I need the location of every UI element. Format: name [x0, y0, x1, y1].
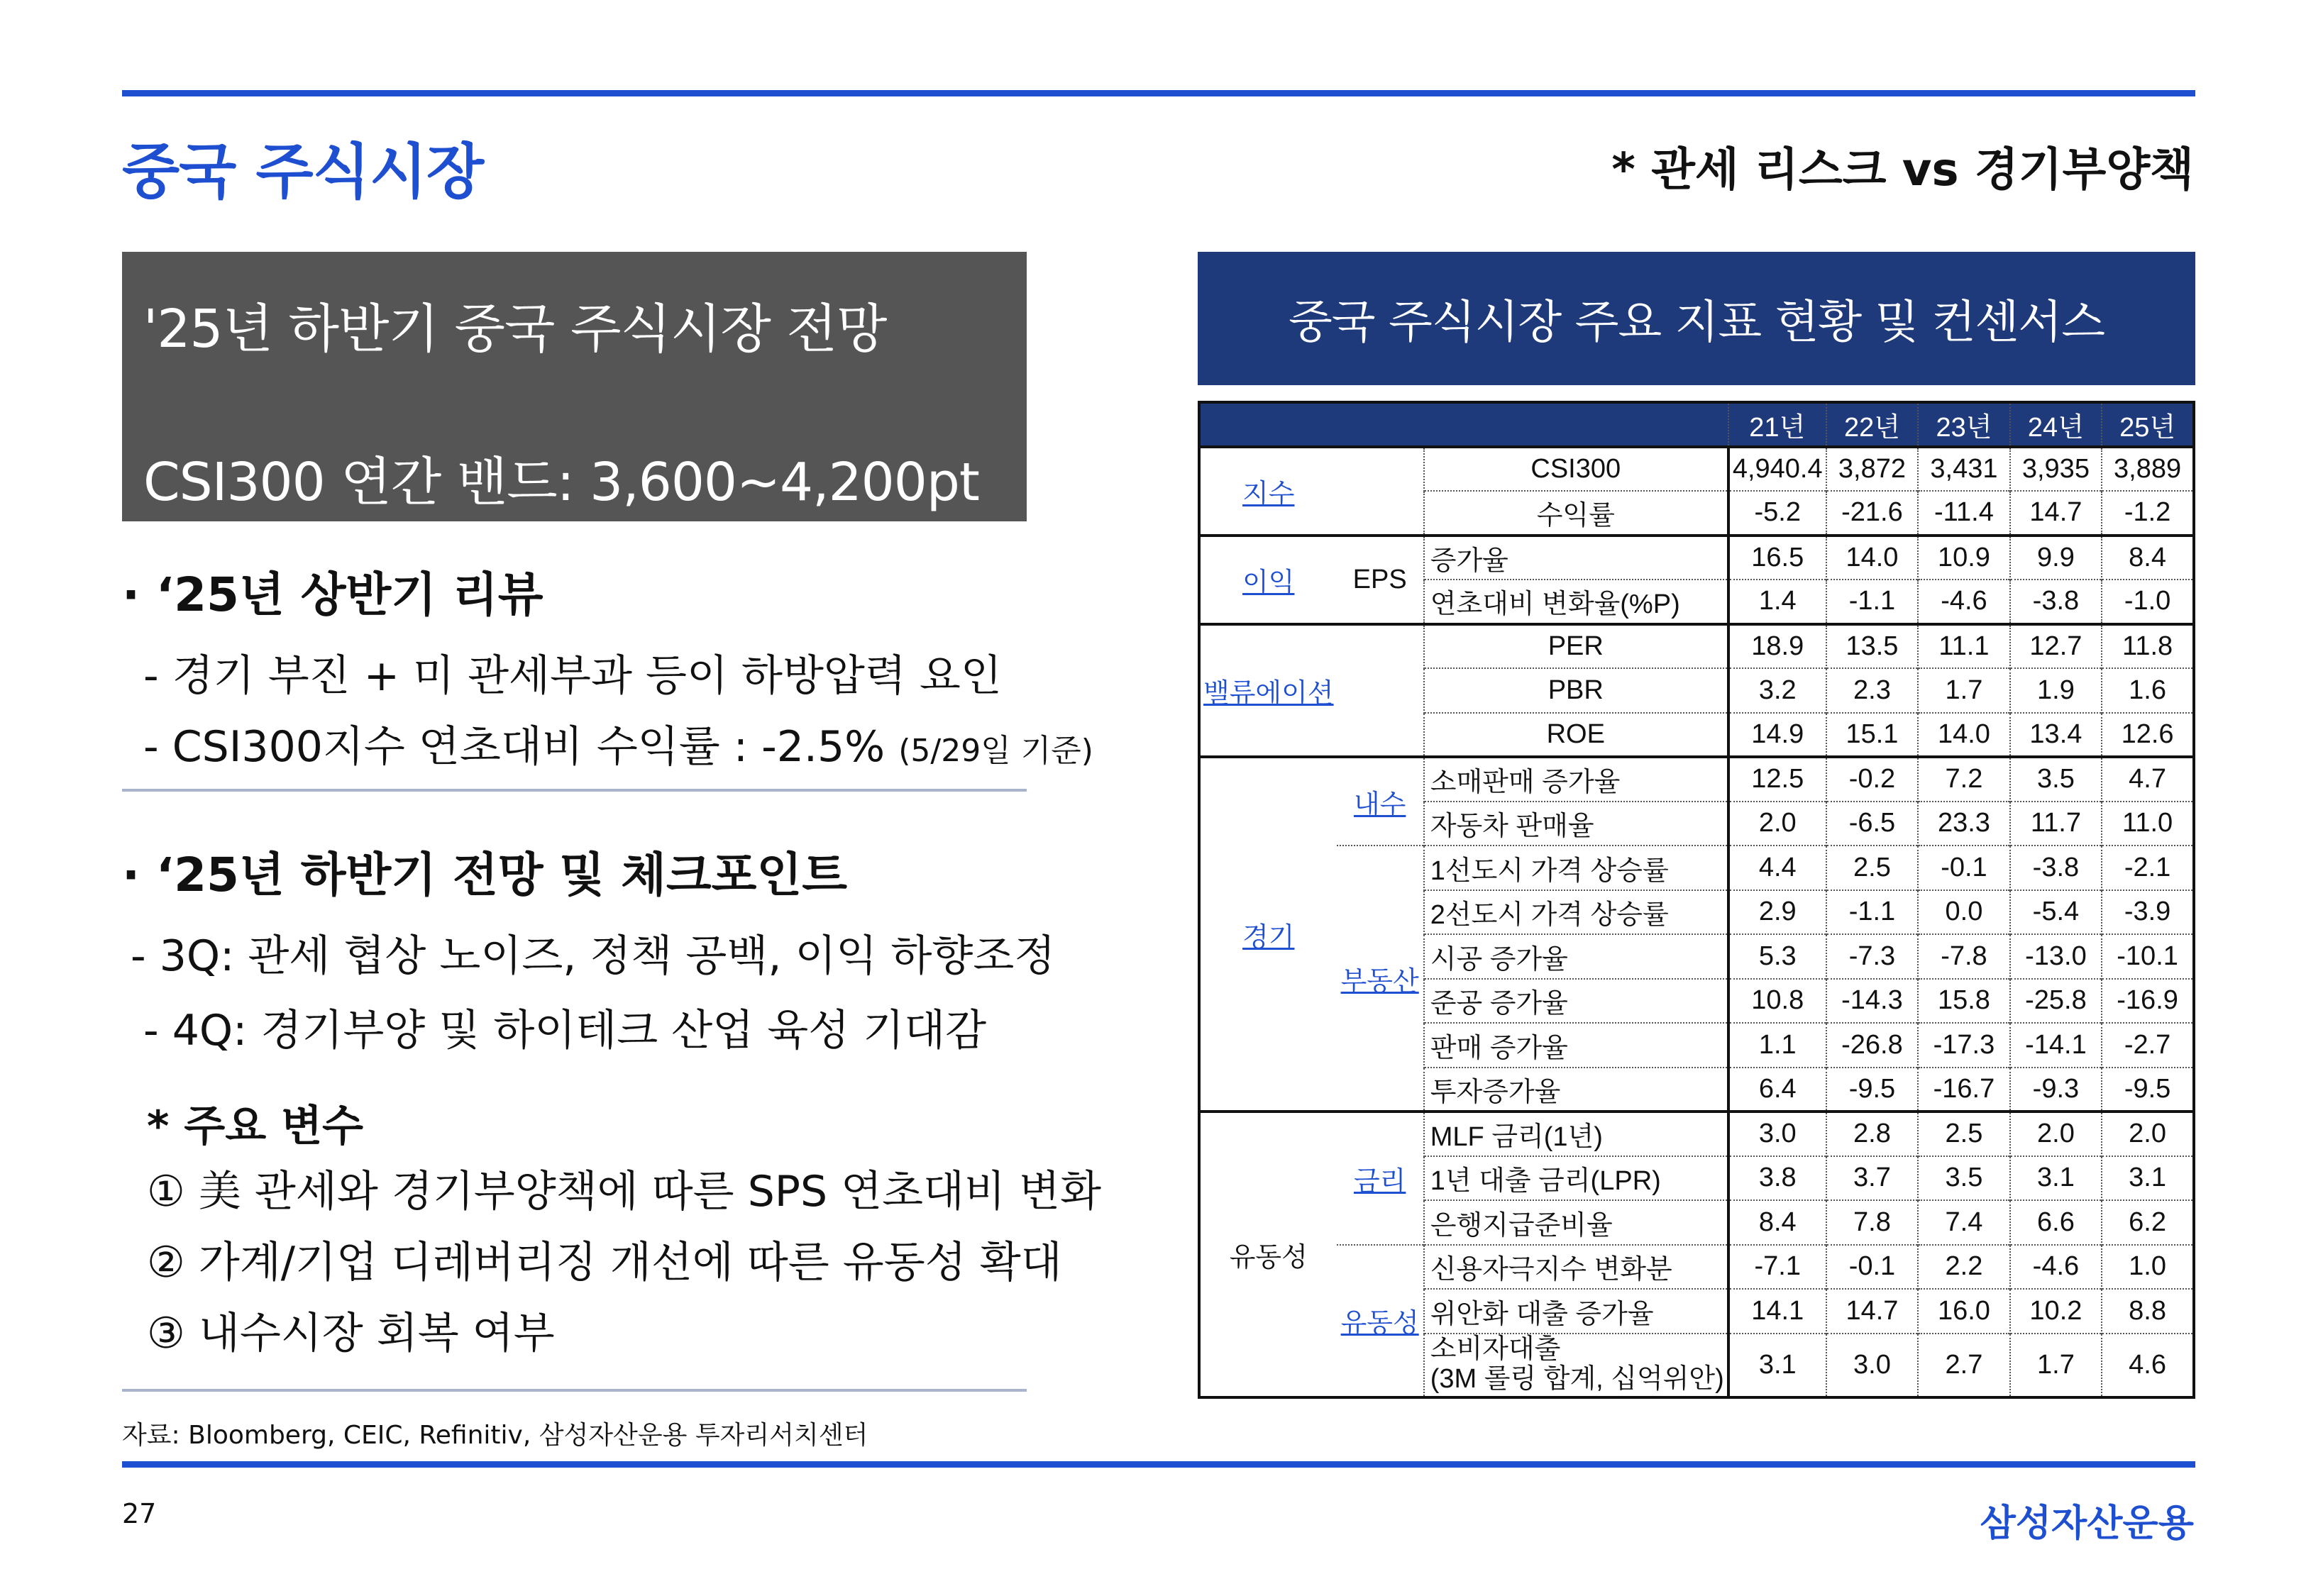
value-cell: 18.9: [1728, 624, 1826, 669]
value-cell: 14.7: [2010, 491, 2102, 536]
review-line-1: [122, 642, 1027, 703]
value-cell: 8.8: [2102, 1289, 2194, 1334]
category-label[interactable]: 이익: [1242, 567, 1295, 598]
category-label[interactable]: 밸류에이션: [1203, 678, 1334, 709]
subcategory-label: EPS: [1352, 564, 1407, 594]
forecast-line-2: [122, 997, 1027, 1058]
row-label: PBR: [1424, 668, 1728, 713]
value-cell: 1.7: [2010, 1334, 2102, 1397]
year-header: 24년: [2010, 402, 2102, 447]
value-cell: -2.1: [2102, 846, 2194, 890]
value-cell: -1.2: [2102, 491, 2194, 536]
row-label: MLF 금리(1년): [1424, 1112, 1728, 1156]
row-label: 시공 증가율: [1424, 934, 1728, 979]
subcategory-realestate[interactable]: [1337, 846, 1424, 1112]
value-cell: -16.7: [1918, 1068, 2009, 1112]
variable-2: [122, 1229, 1062, 1290]
row-label: 연초대비 변화율(%P): [1424, 580, 1728, 624]
value-cell: 3.0: [1826, 1334, 1918, 1397]
row-label: 1선도시 가격 상승률: [1424, 846, 1728, 890]
value-cell: 14.0: [1826, 536, 1918, 580]
outlook-box: [122, 252, 1027, 521]
value-cell: 3,935: [2010, 447, 2102, 492]
variable-3: [122, 1299, 1027, 1361]
variables-heading-text: * 주요 변수: [147, 1102, 363, 1151]
value-cell: 14.0: [1918, 713, 2009, 758]
value-cell: 2.5: [1826, 846, 1918, 890]
outlook-band: CSI300 연간 밴드: 3,600~4,200pt: [143, 452, 979, 513]
indicator-table: [1198, 401, 2195, 1399]
value-cell: -1.1: [1826, 890, 1918, 935]
review-line-1-text: - 경기 부진 + 미 관세부과 등이 하방압력 요인: [143, 651, 1002, 701]
value-cell: 1.0: [2102, 1245, 2194, 1290]
category-index[interactable]: [1199, 447, 1337, 536]
value-cell: 2.0: [2102, 1112, 2194, 1156]
value-cell: 10.8: [1728, 979, 1826, 1024]
row-label: [1424, 1334, 1728, 1397]
row-label: 2선도시 가격 상승률: [1424, 890, 1728, 935]
row-label: ROE: [1424, 713, 1728, 758]
value-cell: 5.3: [1728, 934, 1826, 979]
value-cell: 1.6: [2102, 668, 2194, 713]
row-label: 판매 증가율: [1424, 1023, 1728, 1068]
category-economy[interactable]: [1199, 757, 1337, 1112]
value-cell: 1.1: [1728, 1023, 1826, 1068]
value-cell: 2.5: [1918, 1112, 2009, 1156]
value-cell: 3,889: [2102, 447, 2194, 492]
category-label[interactable]: 경기: [1242, 922, 1295, 953]
subcategory-label[interactable]: 내수: [1353, 789, 1406, 820]
row-label: 위안화 대출 증가율: [1424, 1289, 1728, 1334]
category-earnings[interactable]: [1199, 536, 1337, 624]
value-cell: 12.6: [2102, 713, 2194, 758]
value-cell: 3.7: [1826, 1156, 1918, 1201]
value-cell: 14.1: [1728, 1289, 1826, 1334]
value-cell: -21.6: [1826, 491, 1918, 536]
value-cell: 8.4: [1728, 1200, 1826, 1245]
value-cell: -16.9: [2102, 979, 2194, 1024]
subcategory-label[interactable]: 금리: [1353, 1166, 1406, 1197]
source-note: 자료: Bloomberg, CEIC, Refinitiv, 삼성자산운용 투자리서치센터: [122, 1421, 868, 1450]
row-label-line-2: (3M 롤링 합계, 십억위안): [1430, 1364, 1724, 1394]
value-cell: 3,872: [1826, 447, 1918, 492]
value-cell: 12.5: [1728, 757, 1826, 802]
value-cell: 2.0: [2010, 1112, 2102, 1156]
value-cell: 14.9: [1728, 713, 1826, 758]
forecast-heading: [122, 837, 1027, 904]
page-number: 27: [122, 1498, 157, 1529]
value-cell: -3.8: [2010, 580, 2102, 624]
table-title: 중국 주식시장 주요 지표 현황 및 컨센서스: [1198, 252, 2195, 385]
value-cell: 2.0: [1728, 802, 1826, 846]
category-valuation[interactable]: [1199, 624, 1337, 758]
subcategory-blank: [1337, 447, 1424, 536]
value-cell: 3.2: [1728, 668, 1826, 713]
category-liquidity: [1199, 1112, 1337, 1397]
value-cell: 9.9: [2010, 536, 2102, 580]
row-label: 증가율: [1424, 536, 1728, 580]
forecast-line-2-text: - 4Q: 경기부양 및 하이테크 산업 육성 기대감: [143, 1006, 987, 1055]
value-cell: 14.7: [1826, 1289, 1918, 1334]
row-label-line-1: 소비자대출: [1430, 1334, 1561, 1365]
value-cell: 11.7: [2010, 802, 2102, 846]
value-cell: 4.7: [2102, 757, 2194, 802]
table-row: [1199, 624, 2194, 669]
value-cell: 6.4: [1728, 1068, 1826, 1112]
row-label: PER: [1424, 624, 1728, 669]
top-rule: [122, 90, 2195, 96]
subcategory-liq_sub[interactable]: [1337, 1245, 1424, 1397]
value-cell: -0.2: [1826, 757, 1918, 802]
value-cell: 2.3: [1826, 668, 1918, 713]
value-cell: 7.8: [1826, 1200, 1918, 1245]
value-cell: -5.2: [1728, 491, 1826, 536]
value-cell: -0.1: [1826, 1245, 1918, 1290]
value-cell: 1.7: [1918, 668, 2009, 713]
value-cell: 1.9: [2010, 668, 2102, 713]
brand-logo-text: 삼성자산운용: [1980, 1502, 2194, 1545]
value-cell: 15.1: [1826, 713, 1918, 758]
separator-1: [122, 789, 1027, 792]
row-label: 소매판매 증가율: [1424, 757, 1728, 802]
page-subtitle: * 관세 리스크 vs 경기부양책: [1611, 144, 2194, 196]
table-row: [1199, 1112, 2194, 1156]
value-cell: 2.8: [1826, 1112, 1918, 1156]
value-cell: 6.2: [2102, 1200, 2194, 1245]
value-cell: -13.0: [2010, 934, 2102, 979]
value-cell: 2.9: [1728, 890, 1826, 935]
variable-3-text: ③ 내수시장 회복 여부: [147, 1309, 555, 1358]
value-cell: 12.7: [2010, 624, 2102, 669]
value-cell: 6.6: [2010, 1200, 2102, 1245]
separator-2: [122, 1389, 1027, 1392]
variables-heading: [122, 1092, 1027, 1153]
review-line-2-text: - CSI300지수 연초대비 수익률 : -2.5%: [143, 722, 886, 772]
review-heading: [122, 557, 1027, 624]
subcategory-rates[interactable]: [1337, 1112, 1424, 1245]
value-cell: 10.2: [2010, 1289, 2102, 1334]
year-header: 23년: [1918, 402, 2009, 447]
table-row: [1199, 447, 2194, 492]
value-cell: -1.1: [1826, 580, 1918, 624]
value-cell: 3.8: [1728, 1156, 1826, 1201]
row-label: 투자증가율: [1424, 1068, 1728, 1112]
forecast-line-1: [122, 922, 1056, 983]
table-header-blank: [1199, 402, 1728, 447]
value-cell: 2.2: [1918, 1245, 2009, 1290]
value-cell: -2.7: [2102, 1023, 2194, 1068]
row-label: 은행지급준비율: [1424, 1200, 1728, 1245]
value-cell: 3.1: [2102, 1156, 2194, 1201]
value-cell: 11.0: [2102, 802, 2194, 846]
review-line-2: [122, 713, 1093, 774]
value-cell: 10.9: [1918, 536, 2009, 580]
value-cell: -11.4: [1918, 491, 2009, 536]
value-cell: 3.1: [1728, 1334, 1826, 1397]
outlook-title: '25년 하반기 중국 주식시장 전망: [143, 299, 887, 360]
value-cell: 3.5: [1918, 1156, 2009, 1201]
table-row: [1199, 846, 2194, 890]
category-label[interactable]: 지수: [1242, 479, 1295, 509]
value-cell: -9.5: [2102, 1068, 2194, 1112]
value-cell: -26.8: [1826, 1023, 1918, 1068]
value-cell: -7.8: [1918, 934, 2009, 979]
variable-1-text: ① 美 관세와 경기부양책에 따른 SPS 연초대비 변화: [147, 1167, 1101, 1217]
value-cell: -9.3: [2010, 1068, 2102, 1112]
value-cell: 7.4: [1918, 1200, 2009, 1245]
subcategory-label[interactable]: 유동성: [1340, 1309, 1419, 1339]
page-title: 중국 주식시장: [122, 137, 484, 206]
row-label: 준공 증가율: [1424, 979, 1728, 1024]
value-cell: -10.1: [2102, 934, 2194, 979]
row-label: 신용자극지수 변화분: [1424, 1245, 1728, 1290]
value-cell: -14.1: [2010, 1023, 2102, 1068]
subcategory-domestic[interactable]: [1337, 757, 1424, 846]
value-cell: -6.5: [1826, 802, 1918, 846]
value-cell: 8.4: [2102, 536, 2194, 580]
value-cell: 23.3: [1918, 802, 2009, 846]
value-cell: -3.8: [2010, 846, 2102, 890]
year-header: 22년: [1826, 402, 1918, 447]
value-cell: -7.3: [1826, 934, 1918, 979]
value-cell: 11.1: [1918, 624, 2009, 669]
value-cell: -9.5: [1826, 1068, 1918, 1112]
review-heading-text: · ‘25년 상반기 리뷰: [122, 567, 544, 622]
category-label: 유동성: [1229, 1242, 1308, 1273]
value-cell: 4.4: [1728, 846, 1826, 890]
forecast-line-1-text: - 3Q: 관세 협상 노이즈, 정책 공백, 이익 하향조정: [131, 931, 1056, 981]
row-label: CSI300: [1424, 447, 1728, 492]
variable-1: [122, 1158, 1101, 1219]
value-cell: 3.0: [1728, 1112, 1826, 1156]
value-cell: 15.8: [1918, 979, 2009, 1024]
value-cell: 3.5: [2010, 757, 2102, 802]
row-label: 1년 대출 금리(LPR): [1424, 1156, 1728, 1201]
value-cell: 7.2: [1918, 757, 2009, 802]
forecast-heading-text: · ‘25년 하반기 전망 및 체크포인트: [122, 848, 847, 902]
row-label: 자동차 판매율: [1424, 802, 1728, 846]
value-cell: -3.9: [2102, 890, 2194, 935]
value-cell: 3,431: [1918, 447, 2009, 492]
value-cell: -25.8: [2010, 979, 2102, 1024]
value-cell: 1.4: [1728, 580, 1826, 624]
value-cell: -4.6: [1918, 580, 2009, 624]
value-cell: -7.1: [1728, 1245, 1826, 1290]
value-cell: -0.1: [1918, 846, 2009, 890]
year-header: 21년: [1728, 402, 1826, 447]
value-cell: 0.0: [1918, 890, 2009, 935]
value-cell: 4,940.4: [1728, 447, 1826, 492]
bottom-rule: [122, 1461, 2195, 1468]
value-cell: -5.4: [2010, 890, 2102, 935]
value-cell: 3.1: [2010, 1156, 2102, 1201]
value-cell: 11.8: [2102, 624, 2194, 669]
review-line-2-note: (5/29일 기준): [898, 733, 1093, 769]
table-header-row: [1199, 402, 2194, 447]
value-cell: 13.4: [2010, 713, 2102, 758]
subcategory-label[interactable]: 부동산: [1340, 966, 1419, 997]
value-cell: -1.0: [2102, 580, 2194, 624]
subcategory-eps: [1337, 536, 1424, 624]
value-cell: 2.7: [1918, 1334, 2009, 1397]
subcategory-blank: [1337, 624, 1424, 758]
table-row: [1199, 1245, 2194, 1290]
value-cell: 13.5: [1826, 624, 1918, 669]
value-cell: 16.0: [1918, 1289, 2009, 1334]
value-cell: 4.6: [2102, 1334, 2194, 1397]
value-cell: 16.5: [1728, 536, 1826, 580]
table-row: [1199, 757, 2194, 802]
table-row: [1199, 536, 2194, 580]
value-cell: -14.3: [1826, 979, 1918, 1024]
year-header: 25년: [2102, 402, 2194, 447]
variable-2-text: ② 가계/기업 디레버리징 개선에 따른 유동성 확대: [147, 1238, 1062, 1287]
value-cell: -17.3: [1918, 1023, 2009, 1068]
row-label: 수익률: [1424, 491, 1728, 536]
value-cell: -4.6: [2010, 1245, 2102, 1290]
